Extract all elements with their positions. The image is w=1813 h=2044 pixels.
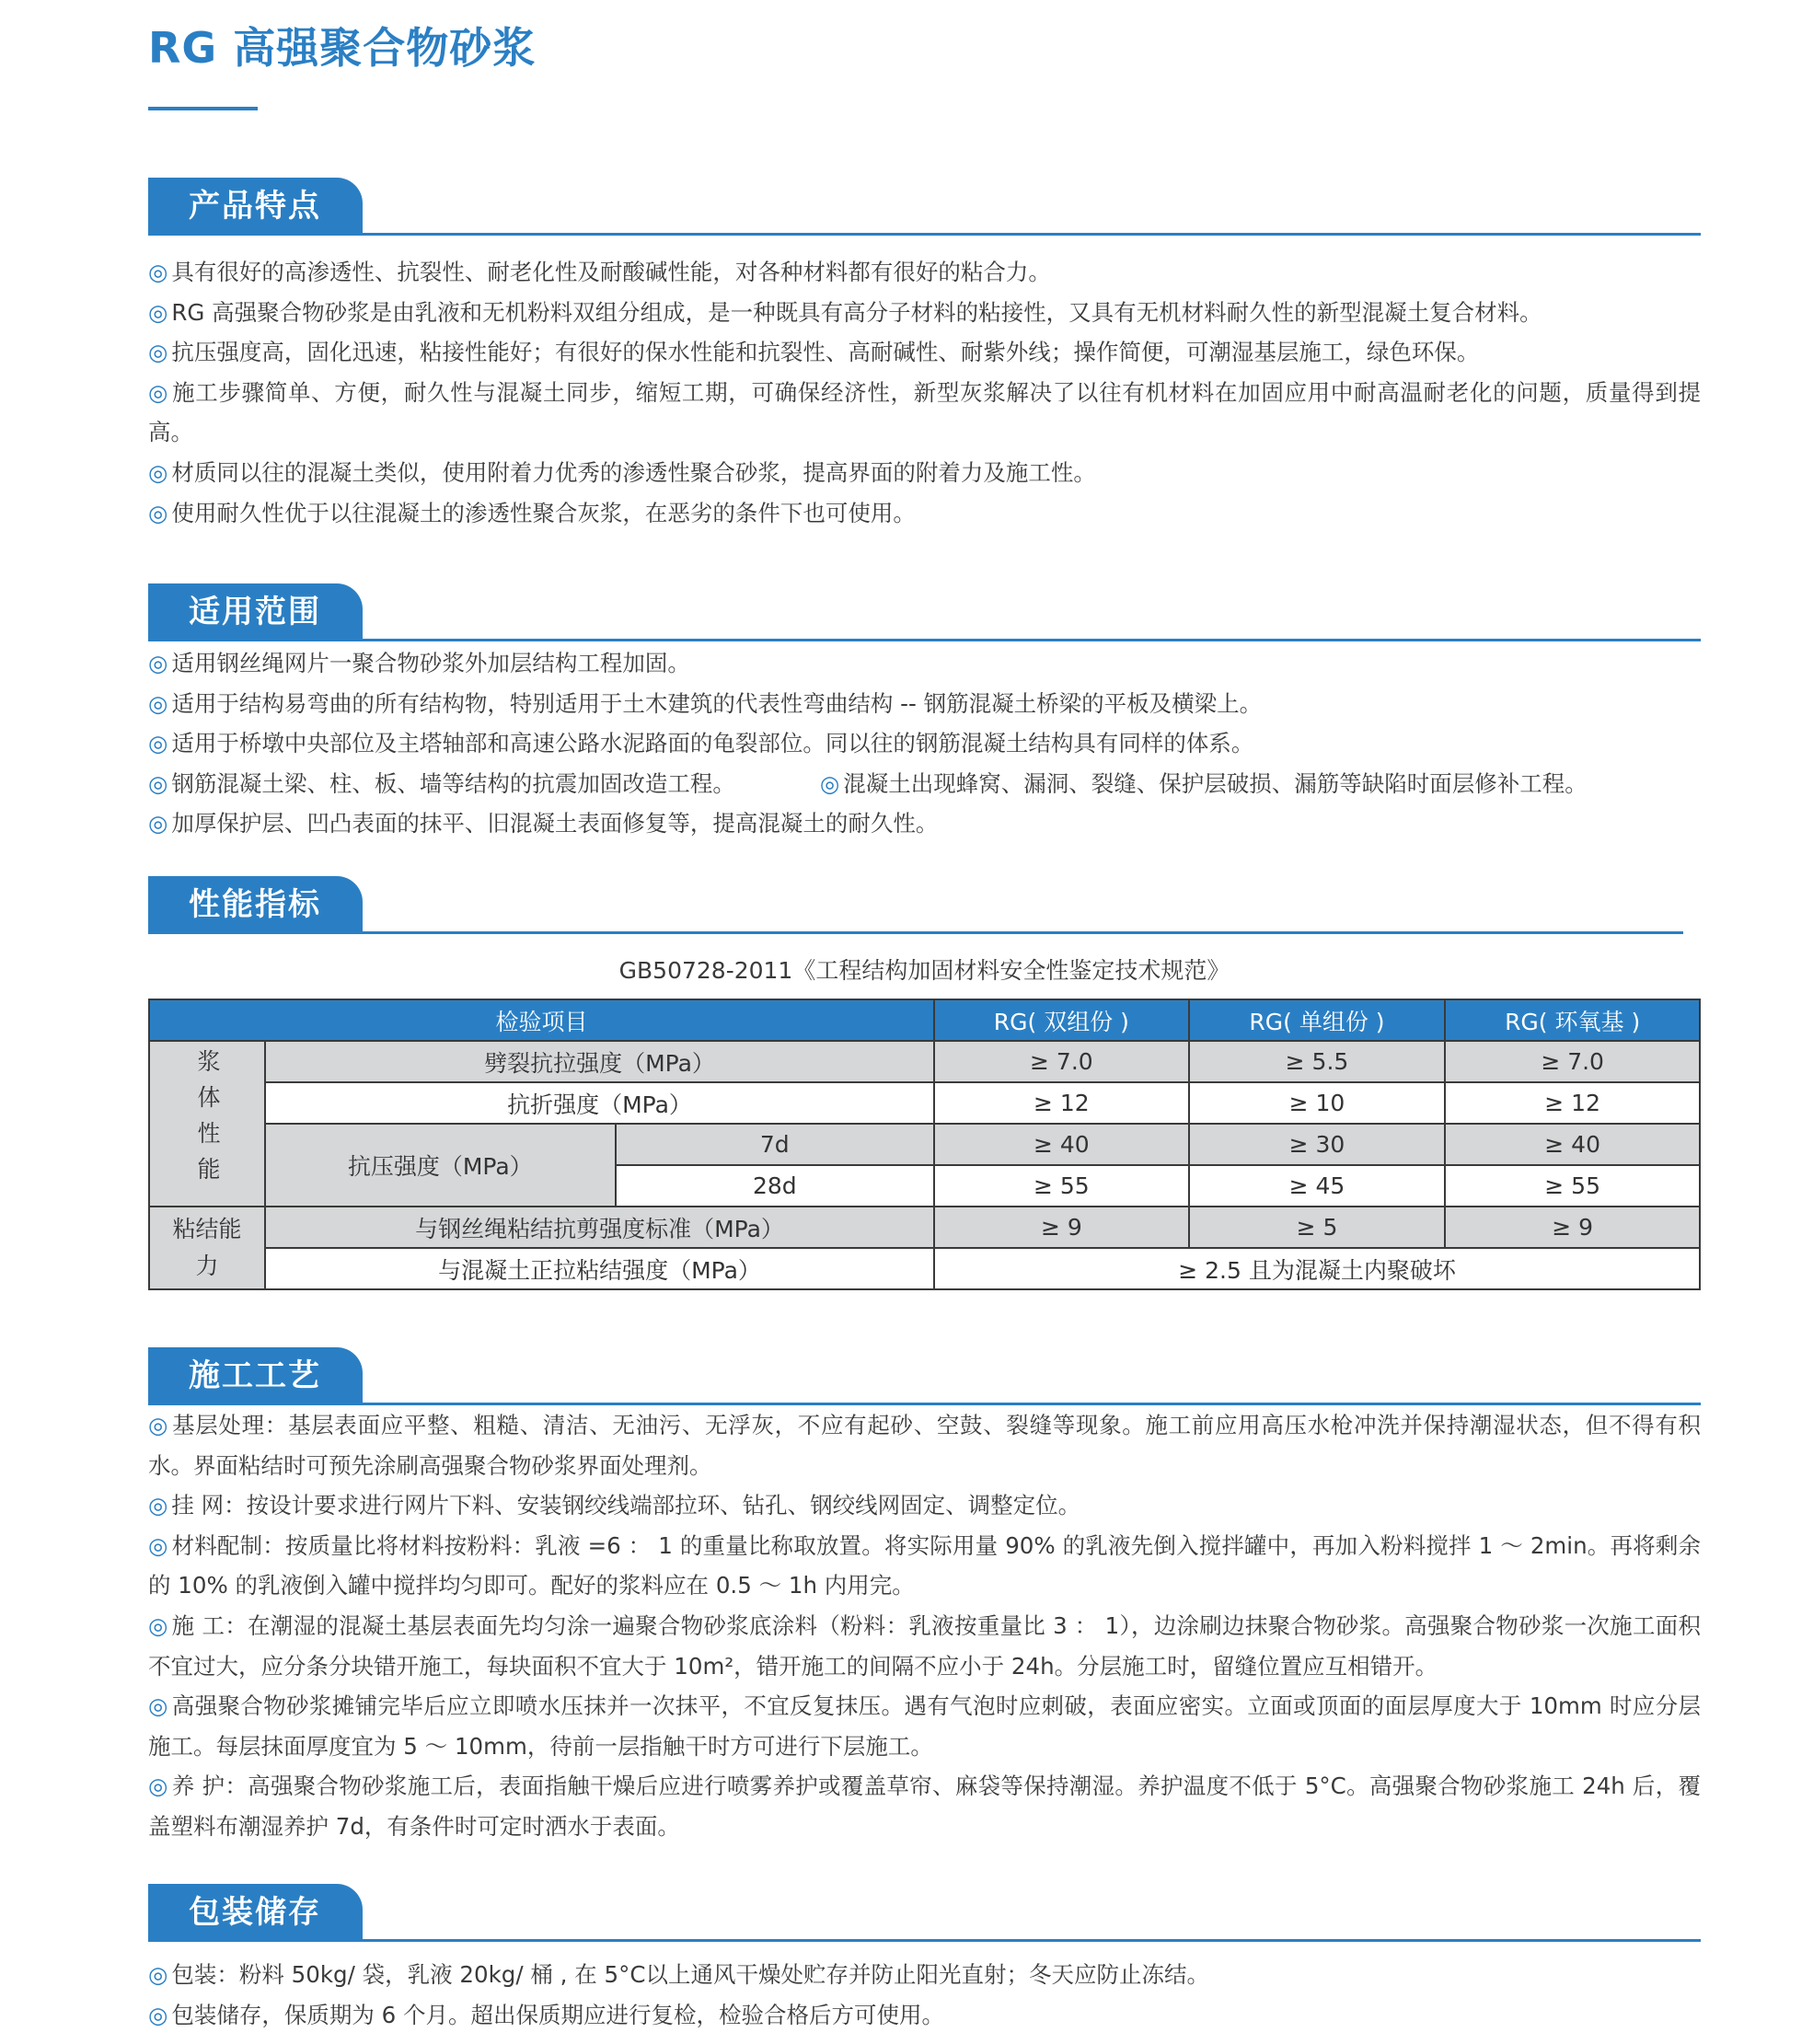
list-item: ◎ 养 护：高强聚合物砂浆施工后，表面指触干燥后应进行喷雾养护或覆盖草帘、麻袋等保持潮湿。养护温度不低于 5°C。高强聚合物砂浆施工 24h 后，覆盖塑料布潮湿养护 7d，有条件时可定时洒水于表面。 xyxy=(148,1773,1701,1840)
cell: ≥ 5 xyxy=(1189,1207,1446,1248)
list-item: ◎ 高强聚合物砂浆摊铺完毕后应立即喷水压抹并一次抹平，不宜反复抹压。遇有气泡时应刺破，表面应密实。立面或顶面的面层厚度大于 10mm 时应分层施工。每层抹面厚度宜为 5 ～ 10mm，待前一层指触干时方可进行下层施工。 xyxy=(148,1692,1701,1760)
cell: ≥ 45 xyxy=(1189,1165,1446,1207)
column-header: RG( 双组份 ) xyxy=(934,999,1189,1041)
bullet-icon: ◎ xyxy=(148,298,168,326)
row-label: 与混凝土正拉粘结强度（MPa） xyxy=(265,1248,934,1289)
section-heading: 性能指标 xyxy=(148,876,363,934)
bullet-icon: ◎ xyxy=(148,1412,169,1438)
packaging-list xyxy=(148,1955,1701,2035)
section-heading: 包装储存 xyxy=(148,1884,363,1942)
bullet-icon: ◎ xyxy=(148,2001,168,2028)
list-item: ◎ 适用于结构易弯曲的所有结构物，特别适用于土木建筑的代表性弯曲结构 -- 钢筋混凝土桥梁的平板及横梁上。 xyxy=(148,689,1263,717)
construction-list xyxy=(148,1405,1701,1847)
list-item: ◎ 包装：粉料 50kg/ 袋，乳液 20kg/ 桶 , 在 5°C以上通风干燥处贮存并防止阳光直射；冬天应防止冻结。 xyxy=(148,1961,1209,1988)
cell: ≥ 2.5 且为混凝土内聚破坏 xyxy=(934,1248,1700,1289)
list-item: ◎ 抗压强度高，固化迅速，粘接性能好；有很好的保水性能和抗裂性、高耐碱性、耐紫外线；操作简便，可潮湿基层施工，绿色环保。 xyxy=(148,339,1480,366)
list-item: ◎ 适用于桥墩中央部位及主塔轴部和高速公路水泥路面的龟裂部位。同以往的钢筋混凝土结构具有同样的体系。 xyxy=(148,730,1254,757)
bullet-icon: ◎ xyxy=(148,689,168,717)
bullet-icon: ◎ xyxy=(148,769,168,797)
list-item: ◎ RG 高强聚合物砂浆是由乳液和无机粉料双组分组成，是一种既具有高分子材料的粘接性，又具有无机材料耐久性的新型混凝土复合材料。 xyxy=(148,298,1542,326)
row-label: 抗压强度（MPa） xyxy=(265,1124,616,1207)
cell: ≥ 10 xyxy=(1189,1082,1446,1124)
divider xyxy=(148,931,1683,934)
section-heading: 适用范围 xyxy=(148,583,363,641)
section-heading: 施工工艺 xyxy=(148,1347,363,1405)
list-item: ◎ 施工步骤简单、方便，耐久性与混凝土同步，缩短工期，可确保经济性，新型灰浆解决了以往有机材料在加固应用中耐高温耐老化的问题，质量得到提高。 xyxy=(148,378,1701,446)
list-item: ◎ 加厚保护层、凹凸表面的抹平、旧混凝土表面修复等，提高混凝土的耐久性。 xyxy=(148,810,939,837)
table-row xyxy=(149,1207,1700,1248)
list-item: ◎ 包装储存，保质期为 6 个月。超出保质期应进行复检，检验合格后方可使用。 xyxy=(148,2001,945,2028)
table-row xyxy=(149,1082,1700,1124)
group-label-text: 浆体性能 xyxy=(193,1049,221,1193)
column-header: 检验项目 xyxy=(149,999,934,1041)
bullet-icon: ◎ xyxy=(148,339,168,366)
bullet-icon: ◎ xyxy=(148,1531,168,1559)
row-label: 劈裂抗拉强度（MPa） xyxy=(265,1041,934,1082)
cell: ≥ 30 xyxy=(1189,1124,1446,1165)
bullet-icon: ◎ xyxy=(148,1492,168,1519)
bullet-icon: ◎ xyxy=(148,499,168,526)
cell: ≥ 55 xyxy=(1445,1165,1700,1207)
bullet-icon: ◎ xyxy=(148,810,168,837)
divider xyxy=(148,1403,1701,1405)
bullet-icon: ◎ xyxy=(148,1961,168,1988)
list-item: ◎ 具有很好的高渗透性、抗裂性、耐老化性及耐酸碱性能，对各种材料都有很好的粘合力。 xyxy=(148,259,1051,285)
column-header: RG( 单组份 ) xyxy=(1189,999,1446,1041)
cell: ≥ 40 xyxy=(934,1124,1189,1165)
cell: ≥ 12 xyxy=(1445,1082,1700,1124)
section-packaging xyxy=(148,1884,1701,2035)
sub-label: 28d xyxy=(616,1165,935,1207)
page-title: RG 高强聚合物砂浆 xyxy=(148,23,537,73)
row-label: 与钢丝绳粘结抗剪强度标准（MPa） xyxy=(265,1207,934,1248)
scope-list xyxy=(148,643,1701,844)
cell: ≥ 7.0 xyxy=(934,1041,1189,1082)
section-features xyxy=(148,178,1701,533)
cell: ≥ 55 xyxy=(934,1165,1189,1207)
row-label: 抗折强度（MPa） xyxy=(265,1082,934,1124)
bullet-icon: ◎ xyxy=(148,259,168,285)
bullet-icon: ◎ xyxy=(148,378,169,406)
cell: ≥ 12 xyxy=(934,1082,1189,1124)
bullet-icon: ◎ xyxy=(148,1611,168,1639)
title-underline xyxy=(148,107,258,110)
cell: ≥ 5.5 xyxy=(1189,1041,1446,1082)
bullet-icon: ◎ xyxy=(148,650,168,676)
cell: ≥ 9 xyxy=(934,1207,1189,1248)
features-list xyxy=(148,252,1701,533)
list-item-pair: ◎ 钢筋混凝土梁、柱、板、墙等结构的抗震加固改造工程。 ◎ 混凝土出现蜂窝、漏洞、裂缝、保护层破损、漏筋等缺陷时面层修补工程。 xyxy=(148,769,1588,797)
cell: ≥ 40 xyxy=(1445,1124,1700,1165)
bullet-icon: ◎ xyxy=(819,769,840,797)
cell: ≥ 7.0 xyxy=(1445,1041,1700,1082)
bullet-icon: ◎ xyxy=(148,1692,168,1720)
section-heading: 产品特点 xyxy=(148,178,363,236)
table-header-row xyxy=(149,999,1700,1041)
group-label-bond: 粘结能 力 xyxy=(149,1207,265,1289)
bullet-icon: ◎ xyxy=(148,1773,168,1800)
column-header: RG( 环氧基 ) xyxy=(1445,999,1700,1041)
divider xyxy=(148,233,1701,236)
divider xyxy=(148,1939,1701,1942)
table-row xyxy=(149,1124,1700,1165)
list-item: ◎ 基层处理：基层表面应平整、粗糙、清洁、无油污、无浮灰，不应有起砂、空鼓、裂缝等现象。施工前应用高压水枪冲洗并保持潮湿状态，但不得有积水。界面粘结时可预先涂刷高强聚合物砂浆界面处理剂。 xyxy=(148,1412,1701,1479)
group-label-paste xyxy=(149,1041,265,1207)
list-item: ◎ 使用耐久性优于以往混凝土的渗透性聚合灰浆，在恶劣的条件下也可使用。 xyxy=(148,499,916,526)
cell: ≥ 9 xyxy=(1445,1207,1700,1248)
list-item: ◎ 施 工：在潮湿的混凝土基层表面先均匀涂一遍聚合物砂浆底涂料（粉料：乳液按重量比 3 ： 1），边涂刷边抹聚合物砂浆。高强聚合物砂浆一次施工面积不宜过大，应分条分块错开施工，每块面积不宜大于 10m²，错开施工的间隔不应小于 24h。分层施工时，留缝位置应互相错开。 xyxy=(148,1611,1701,1680)
performance-table xyxy=(148,999,1701,1290)
bullet-icon: ◎ xyxy=(148,458,168,486)
section-construction xyxy=(148,1347,1701,1847)
list-item: ◎ 适用钢丝绳网片一聚合物砂浆外加层结构工程加固。 xyxy=(148,650,690,676)
section-performance xyxy=(148,876,1701,1290)
bullet-icon: ◎ xyxy=(148,730,168,757)
sub-label: 7d xyxy=(616,1124,935,1165)
section-scope xyxy=(148,583,1701,844)
table-row xyxy=(149,1248,1700,1289)
list-item: ◎ 挂 网：按设计要求进行网片下料、安装钢绞线端部拉环、钻孔、钢绞线网固定、调整定位。 xyxy=(148,1492,1081,1519)
standard-reference: GB50728-2011《工程结构加固材料安全性鉴定技术规范》 xyxy=(618,957,1230,984)
list-item: ◎ 材料配制：按质量比将材料按粉料：乳液 =6 ： 1 的重量比称取放置。将实际用量 90% 的乳液先倒入搅拌罐中，再加入粉料搅拌 1 ～ 2min。再将剩余的 10% 的乳液倒入罐中搅拌均匀即可。配好的浆料应在 0.5 ～ 1h 内用完。 xyxy=(148,1531,1701,1599)
table-row xyxy=(149,1041,1700,1082)
divider xyxy=(148,639,1701,641)
list-item: ◎ 材质同以往的混凝土类似，使用附着力优秀的渗透性聚合砂浆，提高界面的附着力及施工性。 xyxy=(148,458,1096,486)
